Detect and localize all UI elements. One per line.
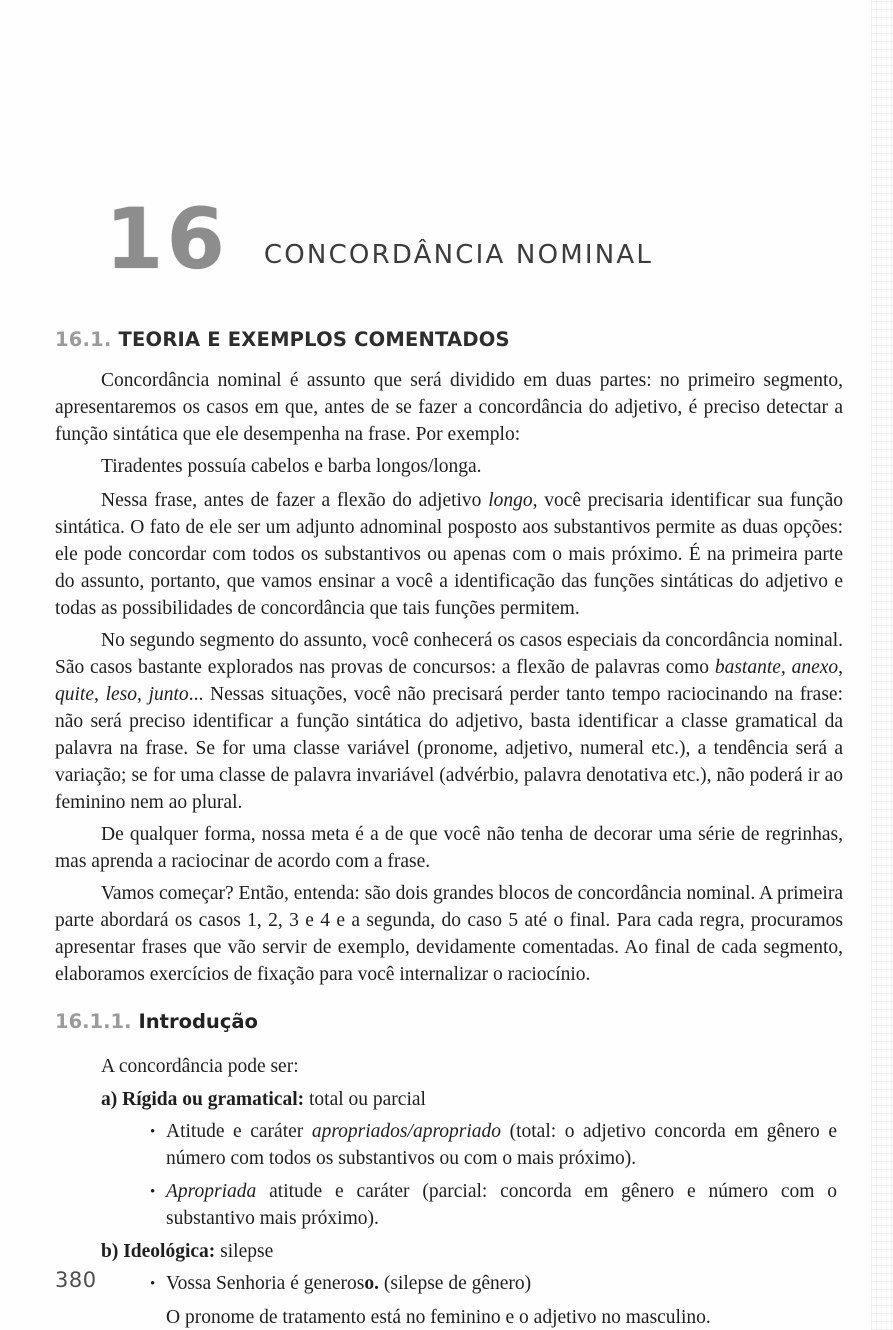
chapter-header [105,190,843,288]
section-number: 16.1. [55,327,112,351]
paragraph: No segundo segmento do assunto, você conhecerá os casos especiais da concordância nominal. São casos bastante explorados nas provas de concursos: a flexão de palavras como bastante, anexo, quite, leso, junto... Nessas situações, você não precisará perder tanto tempo raciocinando na frase: não será preciso identificar a função sintática do adjetivo, basta identificar a classe gramatical da palavra na frase. Se for uma classe variável (pronome, adjetivo, numeral etc.), a tendência será a variação; se for uma classe de palavra invariável (advérbio, palavra denotativa etc.), não poderá ir ao feminino nem ao plural. [55,630,844,814]
bullet-text: Atitude e caráter apropriados/apropriado (total: o adjetivo concorda em gênero e número com todos os substantivos ou com o mais próximo). [166,1120,838,1169]
classification-block [55,1053,843,1330]
list-item-a: a) Rígida ou gramatical: total ou parcial [101,1088,426,1110]
paragraph: De qualquer forma, nossa meta é a de que você não tenha de decorar uma série de regrinhas, mas aprenda a raciocinar de acordo com a frase. [55,824,843,873]
subsection-number: 16.1.1. [55,1010,132,1034]
chapter-number: 16 [105,190,228,288]
subsection-heading [55,1010,843,1033]
paragraph: Nessa frase, antes de fazer a flexão do adjetivo longo, você precisaria identificar sua função sintática. O fato de ele ser um adjunto adnominal posposto aos substantivos permite as duas opções: ele pode concordar com todos os substantivos ou apenas com o mais próximo. É na primeira parte do assunto, portanto, que vamos ensinar a você a identificação das funções sintáticas do adjetivo e todas as possibilidades de concordância que tais funções permitem. [55,490,843,620]
bullet-icon: • [150,1183,156,1200]
section-heading [55,328,843,351]
bullet-text: Vossa Senhoria é generoso. (silepse de gênero) [166,1272,532,1294]
page-content [55,0,843,1330]
section-title: TEORIA E EXEMPLOS COMENTADOS [118,327,510,351]
classification-lead: A concordância pode ser: [101,1055,299,1077]
subsection-title: Introdução [138,1010,258,1034]
example-sentence: Tiradentes possuía cabelos e barba longos/longa. [101,456,482,478]
bullet-note: O pronome de tratamento está no feminino e o adjetivo no masculino. [166,1306,711,1328]
chapter-title: CONCORDÂNCIA NOMINAL [263,239,654,270]
paragraph: Concordância nominal é assunto que será dividido em duas partes: no primeiro segmento, apresentaremos os casos em que, antes de se fazer a concordância do adjetivo, é preciso detectar a função sintática que ele desempenha na frase. Por exemplo: [55,370,843,446]
bullet-icon: • [150,1275,156,1292]
bullet-item [150,1270,843,1298]
list-item-b: b) Ideológica: silepse [101,1240,274,1262]
section-body [55,367,843,988]
bullet-text: Apropriada atitude e caráter (parcial: concorda em gênero e número com o substantivo mais próximo). [166,1180,837,1229]
paragraph: Vamos começar? Então, entenda: são dois grandes blocos de concordância nominal. A primeira parte abordará os casos 1, 2, 3 e 4 e a segunda, do caso 5 até o final. Para cada regra, procuramos apresentar frases que vão servir de exemplo, devidamente comentadas. Ao final de cada segmento, elaboramos exercícios de fixação para você internalizar o raciocínio. [55,883,843,986]
bullet-icon: • [150,1123,156,1140]
scan-noise-right-edge [871,0,893,1330]
bullet-item [150,1118,843,1172]
bullet-item [150,1178,843,1232]
page-number: 380 [55,1268,97,1292]
